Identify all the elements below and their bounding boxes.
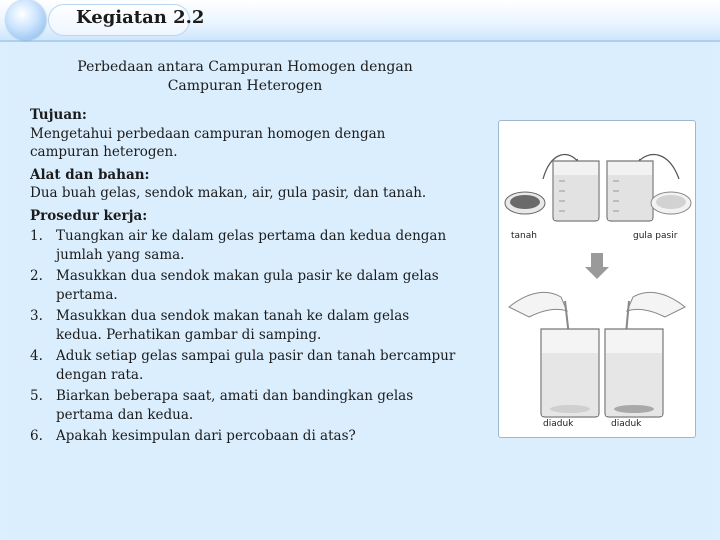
- alat-label: Alat dan bahan:: [30, 166, 150, 183]
- activity-title: Kegiatan 2.2: [76, 7, 205, 28]
- beaker-icon: [541, 329, 599, 417]
- procedure-step: 1. Tuangkan air ke dalam gelas pertama dan kedua dengan jumlah yang sama.: [30, 228, 447, 263]
- prosedur-label: Prosedur kerja:: [30, 207, 148, 224]
- beaker-icon: [607, 161, 653, 221]
- tujuan-label: Tujuan:: [30, 107, 87, 123]
- decorative-ball: [6, 0, 46, 40]
- heading-line-1: Perbedaan antara Campuran Homogen dengan: [77, 59, 413, 75]
- sugar-dish-icon: [651, 192, 691, 214]
- label-stirred-left: diaduk: [543, 419, 574, 429]
- tujuan-text: Mengetahui perbedaan campuran homogen dengan campuran heterogen.: [30, 125, 386, 160]
- procedure-step: 2. Masukkan dua sendok makan gula pasir ke dalam gelas pertama.: [30, 268, 439, 303]
- procedure-step: 5. Biarkan beberapa saat, amati dan bandingkan gelas pertama dan kedua.: [30, 388, 414, 423]
- down-arrow-icon: [585, 253, 609, 279]
- beaker-icon: [553, 161, 599, 221]
- label-stirred-right: diaduk: [611, 419, 642, 429]
- soil-dish-icon: [505, 192, 545, 214]
- procedure-step: 4. Aduk setiap gelas sampai gula pasir dan tanah bercampur dengan rata.: [30, 348, 456, 383]
- experiment-figure: [498, 120, 696, 438]
- heading-line-2: Campuran Heterogen: [167, 78, 323, 94]
- procedure-step: 6. Apakah kesimpulan dari percobaan di atas?: [30, 428, 356, 444]
- label-sugar: gula pasir: [633, 231, 678, 241]
- activity-heading: [40, 58, 450, 96]
- procedure-step: 3. Masukkan dua sendok makan tanah ke dalam gelas kedua. Perhatikan gambar di samping.: [30, 308, 410, 343]
- activity-text: [30, 106, 456, 449]
- experiment-illustration: [499, 121, 695, 437]
- alat-text: Dua buah gelas, sendok makan, air, gula pasir, dan tanah.: [30, 185, 427, 201]
- beaker-icon: [605, 329, 663, 417]
- hand-right-icon: [627, 292, 685, 317]
- label-soil: tanah: [511, 231, 537, 241]
- procedure-list: [30, 227, 456, 446]
- hand-left-icon: [509, 292, 567, 317]
